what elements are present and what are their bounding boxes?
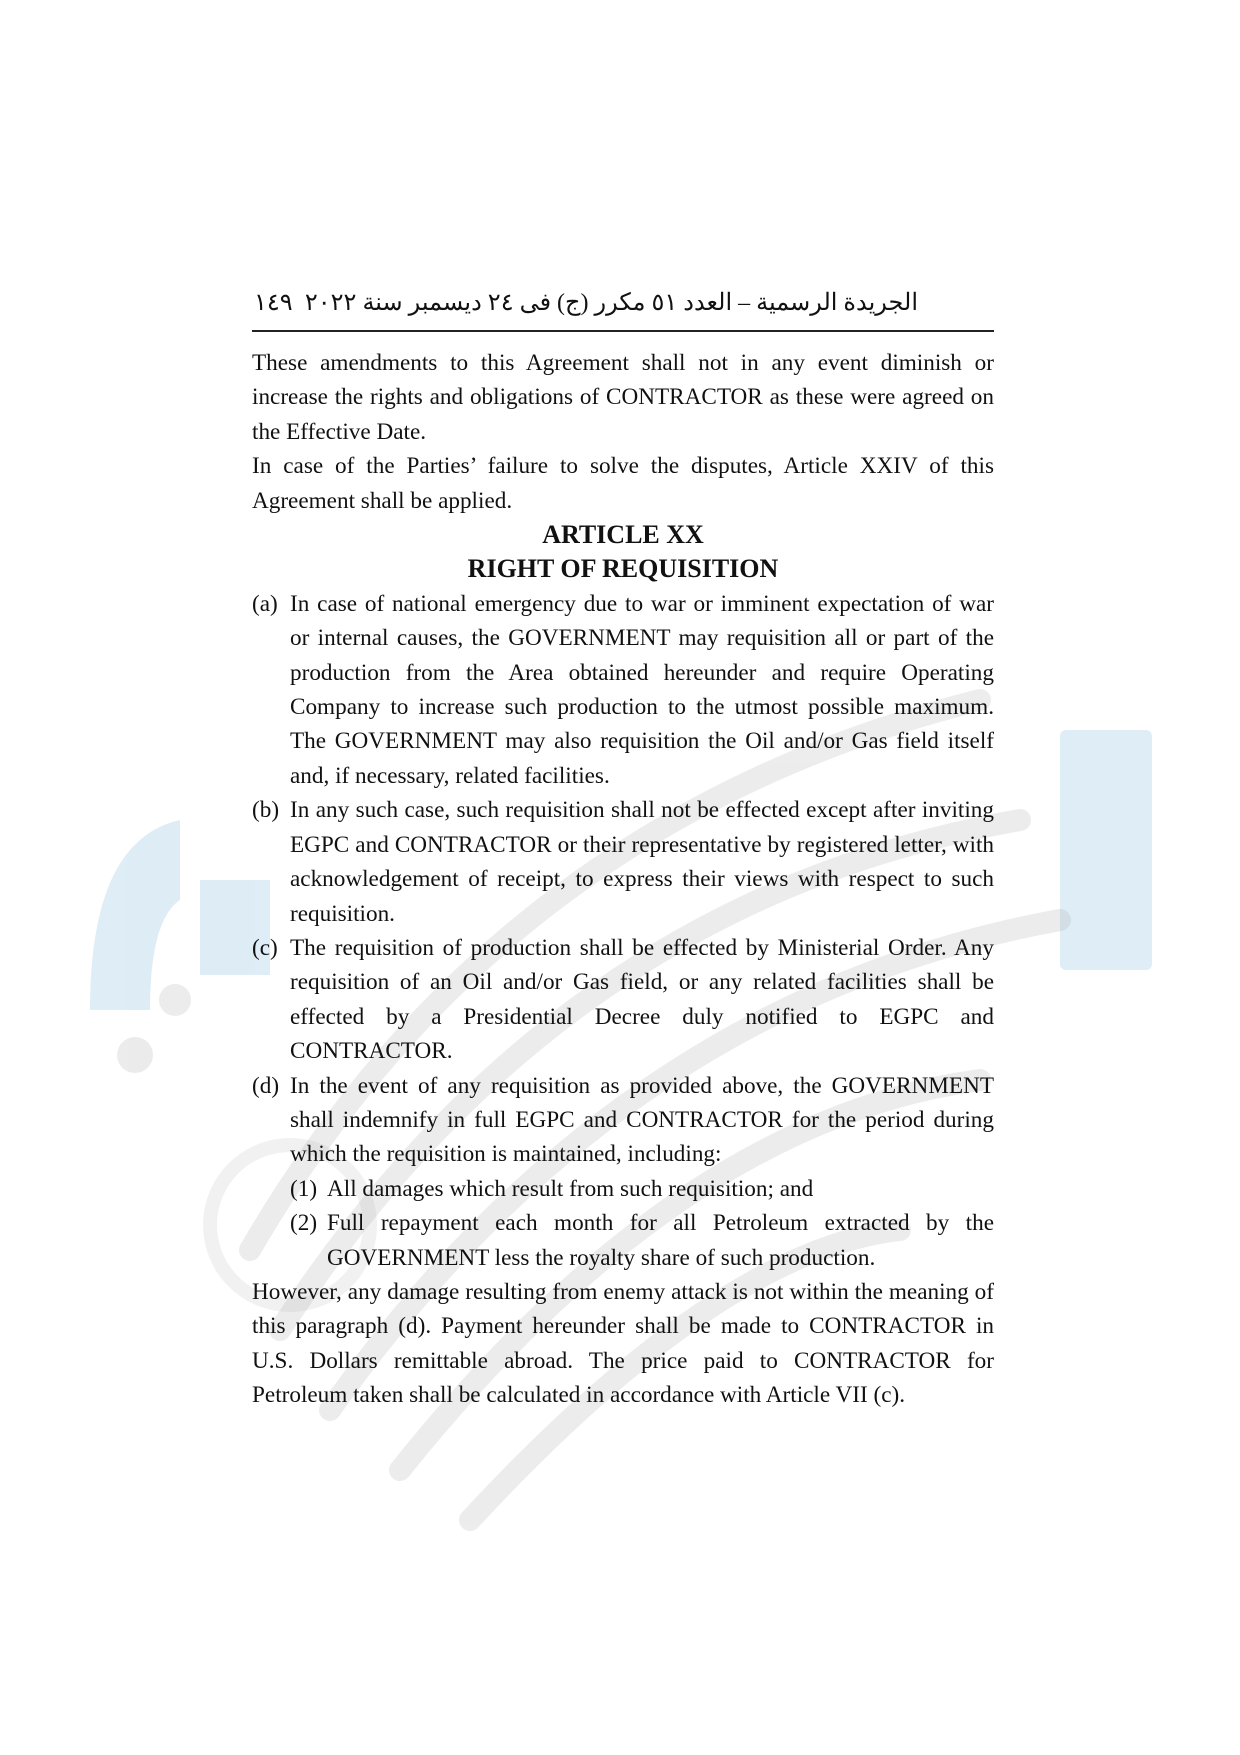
clause-b xyxy=(252,793,994,931)
clause-d xyxy=(252,1069,994,1172)
clause-text: In the event of any requisition as provided above, the GOVERNMENT shall indemnify in full EGPC and CONTRACTOR for the period during which the requisition is maintained, including: xyxy=(290,1072,994,1168)
clause-text: In case of national emergency due to war or imminent expectation of war or internal causes, the GOVERNMENT may requisition all or part of the production from the Area obtained hereunder and require Operating Company to increase such production to the utmost possible maximum. The GOVERNMENT may also requisition the Oil and/or Gas field itself and, if necessary, related facilities. xyxy=(290,590,994,789)
subclause-label: (2) xyxy=(290,1210,318,1237)
subclause-label: (1) xyxy=(290,1175,318,1202)
clause-c xyxy=(252,931,994,1069)
clause-text: The requisition of production shall be effected by Ministerial Order. Any requisition of an Oil and/or Gas field, or any related facilities shall be effected by a Presidential Decree duly notified to EGPC and CONTRACTOR. xyxy=(290,934,994,1065)
clause-text: In any such case, such requisition shall not be effected except after inviting EGPC and CONTRACTOR or their representative by registered letter, with acknowledgement of receipt, to express their views with respect to such requisition. xyxy=(290,797,994,927)
page-number: ١٤٩ xyxy=(254,290,293,316)
clause-a xyxy=(252,587,994,793)
page-header xyxy=(252,286,994,332)
clause-label: (a) xyxy=(252,590,278,617)
document-body xyxy=(252,346,994,1413)
subclause-text: Full repayment each month for all Petroleum extracted by the GOVERNMENT less the royalty share of such production. xyxy=(327,1210,994,1271)
subclause-1 xyxy=(252,1172,994,1206)
intro-paragraph: These amendments to this Agreement shall not in any event diminish or increase the rights and obligations of CONTRACTOR as these were agreed on the Effective Date. xyxy=(252,350,994,445)
article-title: RIGHT OF REQUISITION xyxy=(467,554,779,584)
subclause-2 xyxy=(252,1206,994,1275)
clause-label: (c) xyxy=(252,934,278,961)
intro-paragraph: In case of the Parties’ failure to solve the disputes, Article XXIV of this Agreement shall be applied. xyxy=(252,453,994,514)
subclause-text: All damages which result from such requisition; and xyxy=(327,1175,814,1202)
gazette-title: الجريدة الرسمية – العدد ٥١ مكرر (ج) فى ٢٤ ديسمبر سنة ٢٠٢٢ xyxy=(304,290,918,316)
clause-label: (b) xyxy=(252,797,280,824)
article-number: ARTICLE XX xyxy=(542,520,704,550)
clause-label: (d) xyxy=(252,1072,280,1099)
closing-paragraph: However, any damage resulting from enemy attack is not within the meaning of this paragraph (d). Payment hereunder shall be made to CONTRACTOR in U.S. Dollars remittable abroad. The price paid to CONTRACTOR for Petroleum taken shall be calculated in accordance with Article VII (c). xyxy=(252,1278,994,1409)
